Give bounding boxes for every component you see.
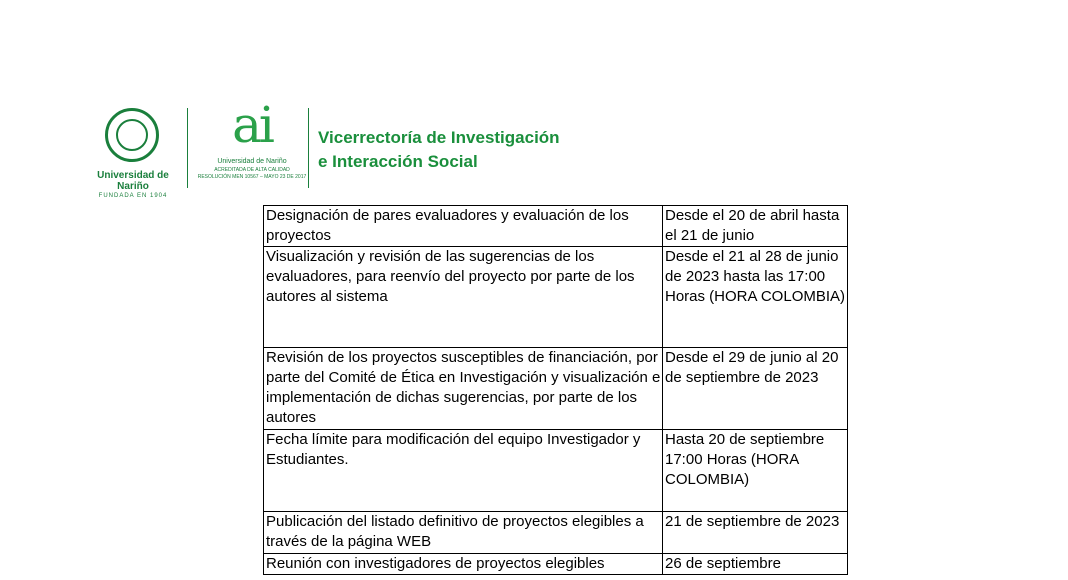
date-cell: Desde el 29 de junio al 20 de septiembre de 2023 [663, 348, 848, 430]
date-cell: Hasta 20 de septiembre 17:00 Horas (HORA COLOMBIA) [663, 430, 848, 512]
activity-cell: Fecha límite para modificación del equipo Investigador y Estudiantes. [264, 430, 663, 512]
activity-cell: Reunión con investigadores de proyectos elegibles [264, 554, 663, 575]
table-row [264, 554, 848, 575]
accreditation-line-1: ACREDITADA DE ALTA CALIDAD [214, 167, 290, 173]
activity-cell: Publicación del listado definitivo de proyectos elegibles a través de la página WEB [264, 512, 663, 554]
activity-cell: Designación de pares evaluadores y evaluación de los proyectos [264, 206, 663, 247]
university-name: Universidad de Nariño [97, 170, 169, 192]
date-cell: 26 de septiembre [663, 554, 848, 575]
table-row [264, 348, 848, 430]
schedule-table [263, 205, 848, 575]
date-cell: 21 de septiembre de 2023 [663, 512, 848, 554]
accreditation-line-2: RESOLUCIÓN MEN 10567 – MAYO 23 DE 2017 [197, 174, 307, 180]
divider-line [187, 108, 188, 188]
founded-text: FUNDADA EN 1904 [98, 193, 168, 199]
university-logo-caption [87, 170, 179, 199]
activity-cell: Visualización y revisión de las sugerencias de los evaluadores, para reenvío del proyecto por parte de los autores al sistema [264, 247, 663, 348]
divider-line [308, 108, 309, 188]
table-row [264, 430, 848, 512]
table-row [264, 206, 848, 247]
activity-cell: Revisión de los proyectos susceptibles de financiación, por parte del Comité de Ética en Investigación y visualización e implementación de dichas sugerencias, por parte de los autores [264, 348, 663, 430]
ai-logo: ai [232, 96, 272, 154]
date-cell: Desde el 20 de abril hasta el 21 de junio [663, 206, 848, 247]
date-cell: Desde el 21 al 28 de junio de 2023 hasta las 17:00 Horas (HORA COLOMBIA) [663, 247, 848, 348]
table-row [264, 247, 848, 348]
accreditation-caption [195, 158, 309, 180]
accreditation-brand: Universidad de Nariño [217, 158, 287, 165]
office-title-line-2: e Interacción Social [318, 152, 478, 171]
university-seal-logo [105, 108, 159, 162]
letterhead [0, 0, 1068, 200]
table-row [264, 512, 848, 554]
office-title-line-1: Vicerrectoría de Investigación [318, 128, 560, 147]
office-title [318, 126, 560, 174]
